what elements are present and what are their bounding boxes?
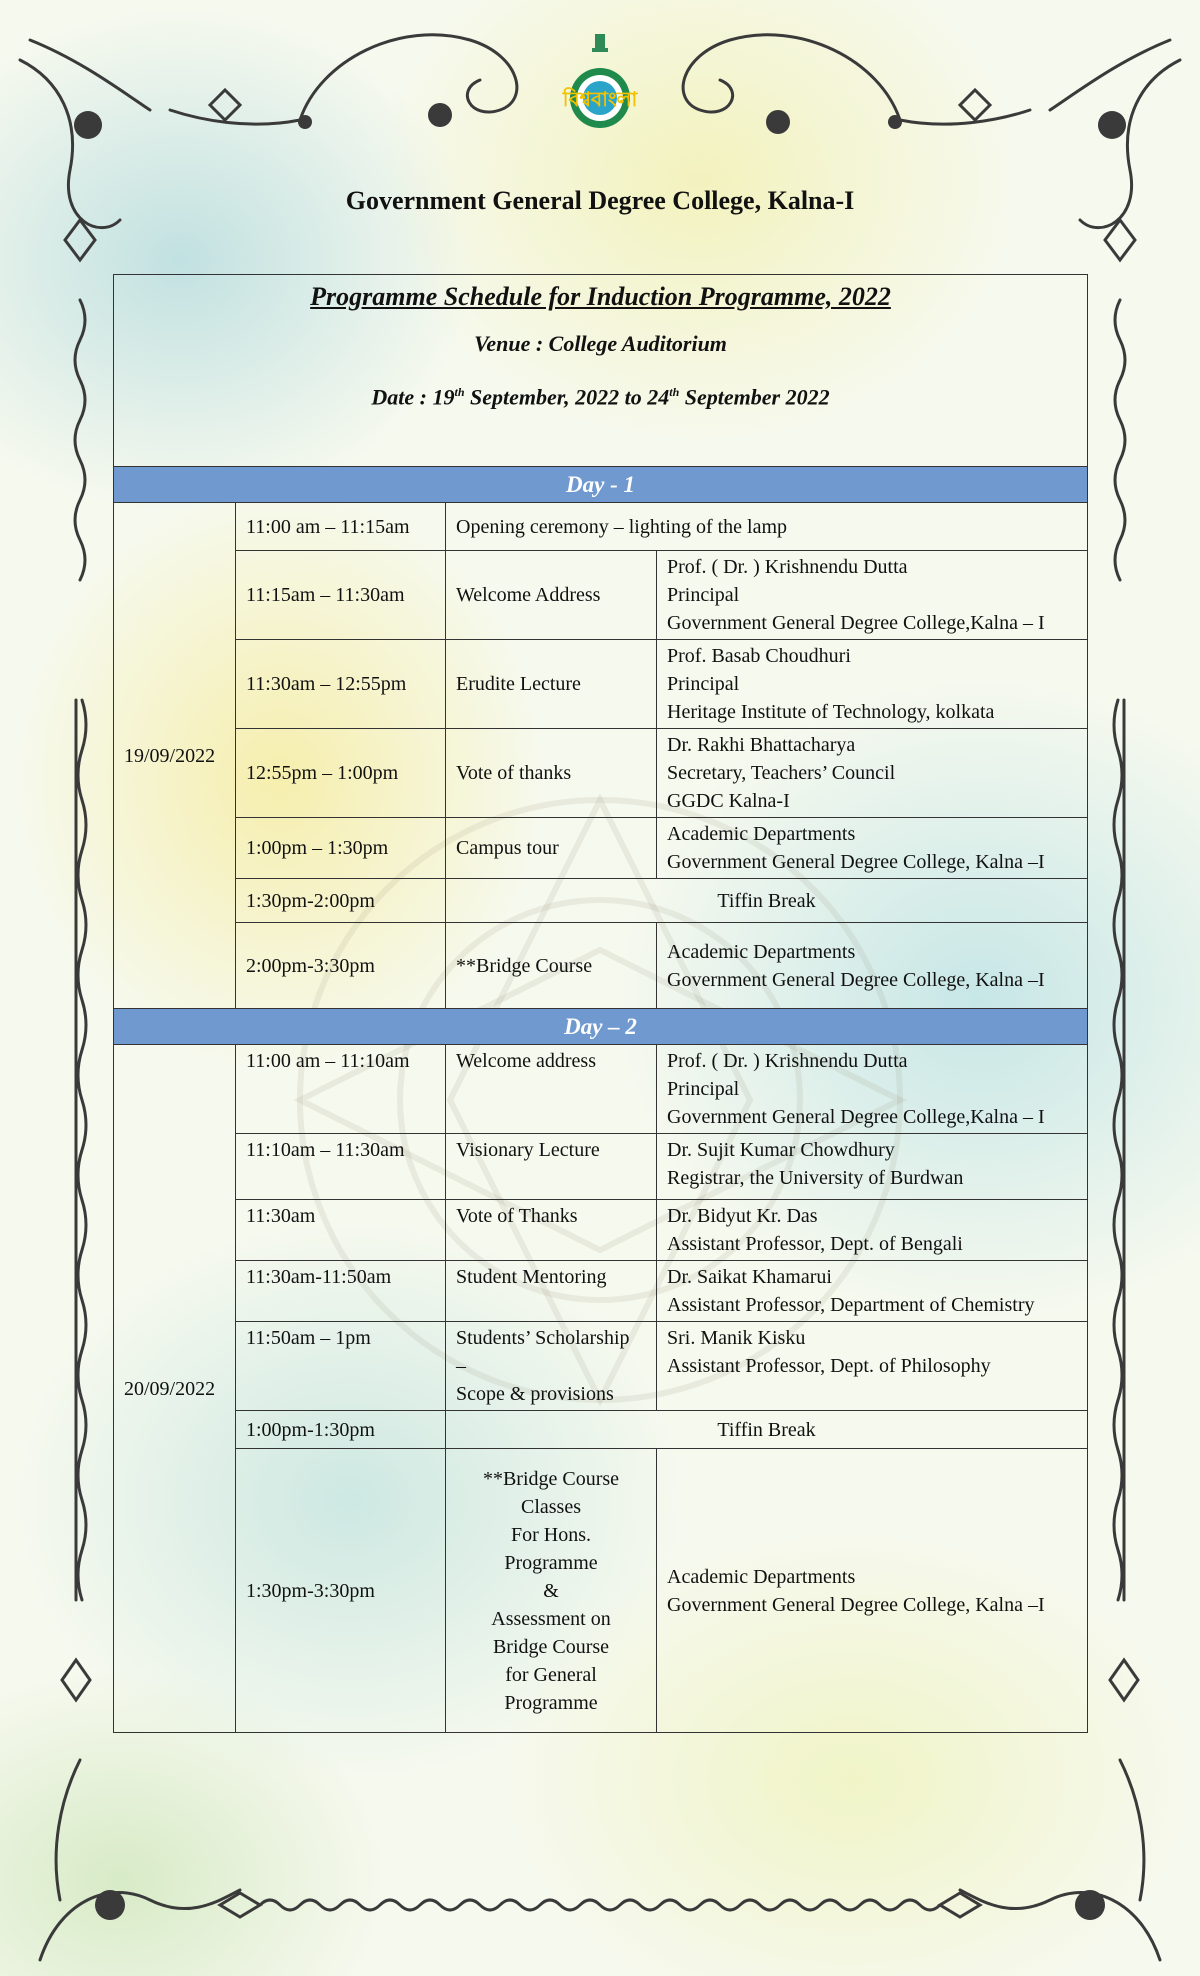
event-line: For Hons. <box>510 1523 591 1546</box>
table-row <box>114 1045 1088 1134</box>
time-cell: 2:00pm-3:30pm <box>236 923 446 1009</box>
event-cell: Welcome address <box>446 1045 657 1134</box>
speaker-cell <box>657 923 1088 1009</box>
speaker-name: Prof. Basab Choudhuri <box>667 645 851 667</box>
day-2-date: 20/09/2022 <box>114 1045 236 1733</box>
event-line: – <box>456 1355 466 1377</box>
table-row <box>114 818 1088 879</box>
time-cell: 11:50am – 1pm <box>236 1322 446 1411</box>
time-cell: 11:00 am – 11:10am <box>236 1045 446 1134</box>
date-mid: September, 2022 to 24 <box>464 384 670 410</box>
speaker-name: Sri. Manik Kisku <box>667 1327 806 1349</box>
table-row <box>114 923 1088 1009</box>
table-row <box>114 879 1088 923</box>
event-line: Programme <box>504 1551 598 1574</box>
event-cell: Welcome Address <box>446 551 657 640</box>
date-range-line <box>124 377 1077 412</box>
college-title: Government General Degree College, Kalna-I <box>345 186 855 215</box>
event-line: Classes <box>521 1495 581 1518</box>
day-1-label: Day - 1 <box>114 467 1088 503</box>
speaker-affiliation: Government General Degree College, Kalna –I <box>667 851 1045 873</box>
table-row <box>114 1261 1088 1322</box>
date-suffix: September 2022 <box>679 384 830 410</box>
event-cell: **Bridge Course <box>446 923 657 1009</box>
speaker-cell <box>657 551 1088 640</box>
table-row <box>114 1200 1088 1261</box>
time-cell: 11:00 am – 11:15am <box>236 503 446 551</box>
time-cell: 11:30am – 12:55pm <box>236 640 446 729</box>
speaker-cell <box>657 1200 1088 1261</box>
speaker-role: Principal <box>667 1078 740 1100</box>
speaker-cell <box>657 640 1088 729</box>
event-line: **Bridge Course <box>482 1467 620 1490</box>
tiffin-break-cell: Tiffin Break <box>446 879 1088 923</box>
schedule-header <box>114 275 1088 467</box>
day-1-date: 19/09/2022 <box>114 503 236 1009</box>
date-sup-2: th <box>669 385 680 399</box>
table-row <box>114 1322 1088 1411</box>
speaker-affiliation: Government General Degree College,Kalna – I <box>667 1106 1045 1128</box>
event-cell: Vote of thanks <box>446 729 657 818</box>
event-cell: Student Mentoring <box>446 1261 657 1322</box>
day-2-label: Day – 2 <box>114 1009 1088 1045</box>
table-row <box>114 729 1088 818</box>
speaker-name: Dr. Sujit Kumar Chowdhury <box>667 1139 895 1161</box>
speaker-name: Prof. ( Dr. ) Krishnendu Dutta <box>667 1050 908 1072</box>
time-cell: 1:00pm-1:30pm <box>236 1411 446 1449</box>
speaker-cell <box>657 1045 1088 1134</box>
day-2-band <box>114 1009 1088 1045</box>
time-cell: 12:55pm – 1:00pm <box>236 729 446 818</box>
table-row <box>114 503 1088 551</box>
venue-line: Venue : College Auditorium <box>474 331 727 356</box>
time-cell: 1:00pm – 1:30pm <box>236 818 446 879</box>
speaker-cell <box>657 1449 1088 1733</box>
speaker-name: Academic Departments <box>667 940 856 963</box>
event-line: Scope & provisions <box>456 1383 614 1405</box>
time-cell: 1:30pm-3:30pm <box>236 1449 446 1733</box>
speaker-role: Principal <box>667 673 740 695</box>
event-line: for General <box>505 1663 597 1686</box>
speaker-cell <box>657 818 1088 879</box>
seal-emblem-text: বিশ্ববাংলা <box>562 87 638 111</box>
table-row <box>114 1134 1088 1200</box>
event-cell: Opening ceremony – lighting of the lamp <box>446 503 1088 551</box>
speaker-affiliation: Assistant Professor, Department of Chemistry <box>667 1294 1035 1316</box>
event-line: Students’ Scholarship <box>456 1327 630 1349</box>
speaker-cell <box>657 1322 1088 1411</box>
speaker-role: Secretary, Teachers’ Council <box>667 762 896 784</box>
speaker-name: Academic Departments <box>667 1565 856 1588</box>
event-cell: Vote of Thanks <box>446 1200 657 1261</box>
table-row <box>114 1411 1088 1449</box>
speaker-cell <box>657 1261 1088 1322</box>
programme-title: Programme Schedule for Induction Programme, 2022 <box>310 282 891 311</box>
time-cell: 11:30am-11:50am <box>236 1261 446 1322</box>
speaker-cell <box>657 729 1088 818</box>
speaker-cell <box>657 1134 1088 1200</box>
speaker-affiliation: Government General Degree College, Kalna –I <box>667 1593 1045 1616</box>
speaker-name: Dr. Saikat Khamarui <box>667 1266 832 1288</box>
time-cell: 11:10am – 11:30am <box>236 1134 446 1200</box>
event-line: Bridge Course <box>492 1635 610 1658</box>
speaker-affiliation: Government General Degree College,Kalna – I <box>667 612 1045 634</box>
event-cell: Erudite Lecture <box>446 640 657 729</box>
event-cell <box>446 1449 657 1733</box>
date-sup-1: th <box>454 385 465 399</box>
event-cell <box>446 1322 657 1411</box>
event-cell: Campus tour <box>446 818 657 879</box>
tiffin-break-cell: Tiffin Break <box>446 1411 1088 1449</box>
time-cell: 11:15am – 11:30am <box>236 551 446 640</box>
speaker-name: Prof. ( Dr. ) Krishnendu Dutta <box>667 556 908 578</box>
schedule-table <box>113 274 1088 1733</box>
event-line: Programme <box>504 1691 598 1714</box>
speaker-name: Dr. Rakhi Bhattacharya <box>667 734 856 756</box>
table-row <box>114 640 1088 729</box>
speaker-name: Academic Departments <box>667 823 856 845</box>
event-line: Assessment on <box>491 1607 611 1630</box>
west-bengal-seal-logo <box>562 34 638 132</box>
table-row <box>114 551 1088 640</box>
day-1-band <box>114 467 1088 503</box>
speaker-affiliation: Assistant Professor, Dept. of Philosophy <box>667 1355 991 1377</box>
date-prefix: Date : 19 <box>371 384 455 410</box>
table-row <box>114 1449 1088 1733</box>
speaker-role: Principal <box>667 584 740 606</box>
time-cell: 1:30pm-2:00pm <box>236 879 446 923</box>
event-cell: Visionary Lecture <box>446 1134 657 1200</box>
speaker-affiliation: Registrar, the University of Burdwan <box>667 1167 964 1189</box>
event-line: & <box>543 1579 559 1602</box>
speaker-affiliation: Heritage Institute of Technology, kolkata <box>667 701 995 723</box>
speaker-name: Dr. Bidyut Kr. Das <box>667 1205 818 1227</box>
speaker-affiliation: Government General Degree College, Kalna –I <box>667 968 1045 991</box>
time-cell: 11:30am <box>236 1200 446 1261</box>
schedule-header-row <box>114 275 1088 467</box>
speaker-affiliation: GGDC Kalna-I <box>667 790 790 812</box>
speaker-affiliation: Assistant Professor, Dept. of Bengali <box>667 1233 963 1255</box>
